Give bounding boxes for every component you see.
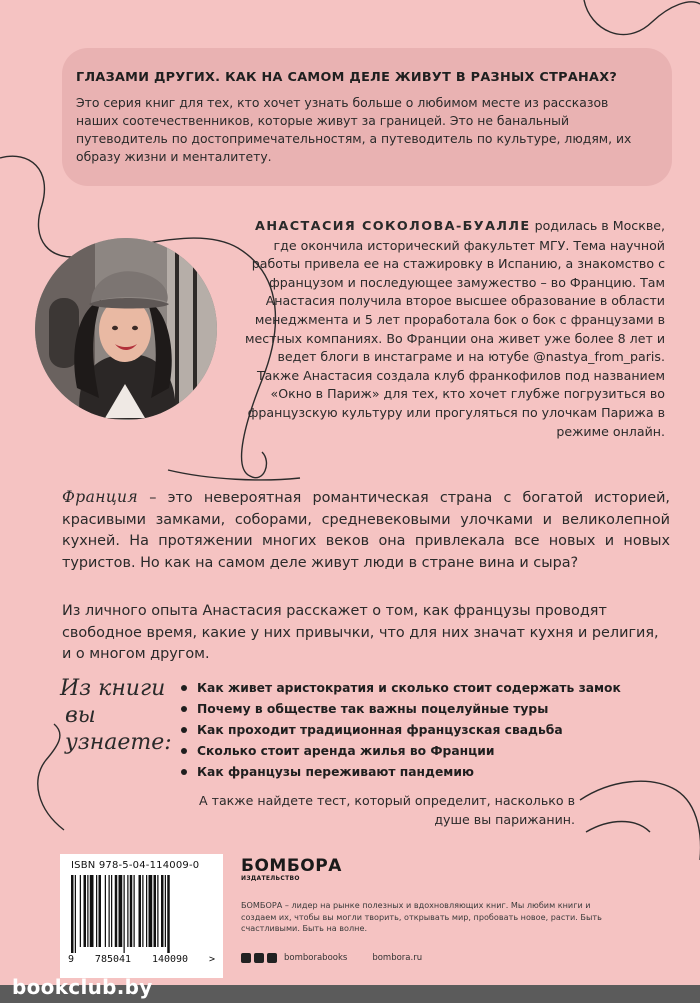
from-book-heading [60,675,182,756]
list-item: Почему в обществе так важны поцелуйные туры [181,699,621,720]
barcode-digits-group-1: 785041 [94,954,132,965]
from-book-line-1: Из книги [60,676,166,701]
from-book-line-2: вы узнаете: [65,703,172,755]
author-photo-illustration [35,238,217,420]
series-title: ГЛАЗАМИ ДРУГИХ. КАК НА САМОМ ДЕЛЕ ЖИВУТ В РАЗНЫХ СТРАНАХ? [76,70,618,85]
series-description: Это серия книг для тех, кто хочет узнать больше о любимом месте из рассказов наших соотечественников, которые живут за границей. Это не банальный путеводитель по достопримечательностям, а путеводитель по культуре, людям, их образу жизни и менталитету. [76,95,632,164]
author-name: АНАСТАСИЯ СОКОЛОВА-БУАЛЛЕ [255,219,531,234]
lead-word: Франция [62,488,139,506]
facebook-icon [254,953,264,963]
learn-list [181,678,621,783]
paragraph-1-text: – это невероятная романтическая страна с богатой историей, красивыми замками, соборами, средневековыми улочками и великолепной кухней. На протяжении многих веков она привлекала все новых и новых туристов. Но как на самом деле живут люди в стране вина и сыра? [62,490,670,571]
publisher-website: bombora.ru [372,953,423,963]
also-text: А также найдете тест, который определит, насколько в душе вы парижанин. [199,793,575,827]
list-item: Как живет аристократия и сколько стоит содержать замок [181,678,621,699]
barcode-digit-end: > [208,954,215,965]
list-item: Как проходит традиционная французская свадьба [181,720,621,741]
barcode-bars [68,875,215,953]
list-item: Сколько стоит аренда жилья во Франции [181,741,621,762]
barcode-digits-group-2: 140090 [151,954,189,965]
social-handle: bomborabooks [284,953,348,963]
publisher-about: БОМБОРА – лидер на рынке полезных и вдохновляющих книг. Мы любим книги и создаем их, чтобы вы могли творить, открывать мир, пробовать новое, расти. Быть счастливыми. Быть на волне. [241,900,602,933]
publisher-logo: БОМБОРА [241,856,342,876]
isbn-text: ISBN 978-5-04-114009-0 [71,860,200,871]
book-description-paragraph-2: Из личного опыта Анастасия расскажет о том, как французы проводят свободное время, какие у них привычки, что для них значат кухня и религия, и о многом другом. [62,603,659,662]
publisher-subtitle: ИЗДАТЕЛЬСТВО [241,875,300,882]
barcode-panel [60,854,223,978]
author-bio-text: родилась в Москве, где окончила исторический факультет МГУ. Тема научной работы привела ее на стажировку в Испанию, а знакомство с французом и последующее замужество – во Францию. Там Анастасия получила второе высшее образование в области менеджмента и 5 лет проработала бок о бок с французами в местных компаниях. Во Франции она живет уже более 8 лет и ведет блоги в инстаграме и на ютубе @nastya_from_paris. Также Анастасия создала клуб франкофилов под названием «Окно в Париж» для тех, кто хочет глубже погрузиться во французскую культуру или прогуляться по улочкам Парижа в режиме онлайн. [244,218,665,439]
book-description-paragraph-1 [62,487,670,574]
author-portrait [35,238,217,420]
instagram-icon [267,953,277,963]
watermark: bookclub.by [12,975,153,999]
publisher-social-row [241,953,422,963]
list-item: Как французы переживают пандемию [181,762,621,783]
barcode-digits [68,954,215,965]
vk-icon [241,953,251,963]
barcode-digit-first: 9 [68,954,75,965]
series-info-box [62,48,672,186]
author-bio [235,217,665,441]
